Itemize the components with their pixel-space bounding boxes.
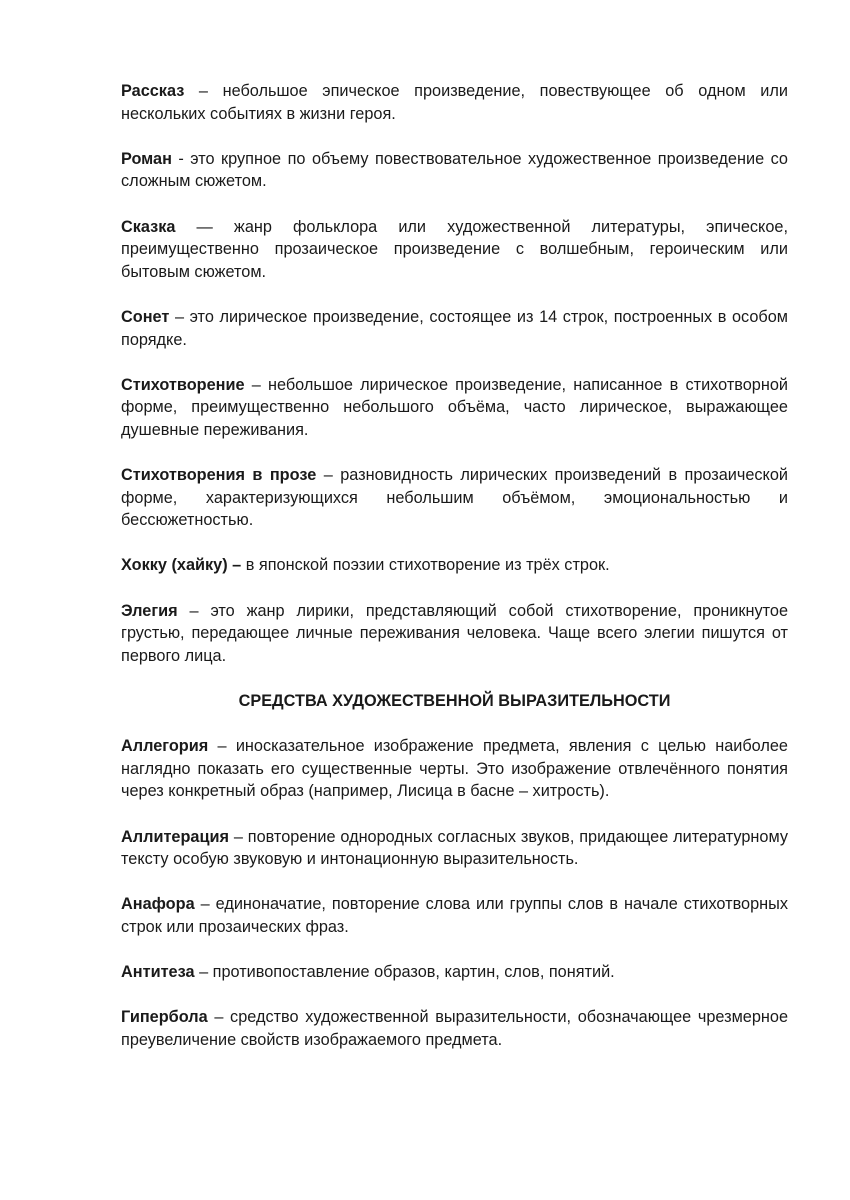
entry-term: Сказка [121,217,176,236]
entry-elegiya [121,600,788,668]
entry-antiteza [121,961,788,984]
entry-anafora [121,893,788,938]
entry-sonet [121,306,788,351]
entry-allegoriya [121,735,788,803]
entry-definition: — жанр фольклора или художественной литературы, эпическое, преимущественно прозаическое произведение с волшебным, героическим или бытовым сюжетом. [121,217,788,281]
entry-definition: – разновидность лирических произведений в прозаической форме, характеризующихся небольшим объёмом, эмоциональностью и бессюжетностью. [121,466,789,530]
section-heading: СРЕДСТВА ХУДОЖЕСТВЕННОЙ ВЫРАЗИТЕЛЬНОСТИ [238,692,671,711]
entry-term: Гипербола [121,1008,208,1027]
entry-khokku [121,554,788,577]
entry-definition: – средство художественной выразительности, обозначающее чрезмерное преувеличение свойств изображаемого предмета. [121,1008,788,1049]
entry-giperbola [121,1006,788,1051]
entry-term: Сонет [121,307,170,326]
entry-term: Роман [121,149,172,168]
entry-definition: – повторение однородных согласных звуков, придающее литературному тексту особую звуковую и интонационную выразительность. [121,827,788,869]
entry-term: Антитеза [121,963,195,982]
entry-stikhotvoreniya-v-proze [121,464,788,532]
entry-definition: – это лирическое произведение, состоящее из 14 строк, построенных в особом порядке. [121,307,788,349]
entry-definition: в японской поэзии стихотворение из трёх строк. [241,556,610,575]
entry-definition: – небольшое эпическое произведение, повествующее об одном или нескольких событиях в жизни героя. [121,82,788,123]
entry-rasskaz [121,80,788,125]
entry-term: Аллегория [121,737,209,756]
entry-term: Анафора [121,895,195,914]
entry-term: Стихотворения в прозе [121,466,317,485]
entry-term: Стихотворение [121,375,245,394]
entry-definition: – это жанр лирики, представляющий собой стихотворение, проникнутое грустью, передающее личные переживания человека. Чаще всего элегии пишутся от первого лица. [121,601,788,665]
entry-roman [121,148,788,193]
entry-term: Рассказ [121,82,185,100]
entry-term: Аллитерация [121,827,229,846]
entry-skazka [121,216,788,284]
entry-definition: – небольшое лирическое произведение, написанное в стихотворной форме, преимущественно небольшого объёма, часто лирическое, выражающее душевные переживания. [121,375,788,439]
entry-definition: - это крупное по объему повествовательное художественное произведение со сложным сюжетом. [121,149,788,191]
entry-definition: – единоначатие, повторение слова или группы слов в начале стихотворных строк или прозаических фраз. [121,895,788,936]
entry-alliteratsiya [121,826,788,871]
entry-stikhotvorenie [121,374,788,442]
entry-term: Хокку (хайку) – [121,556,242,575]
document-page [121,80,788,1074]
entry-definition: – иносказательное изображение предмета, явления с целью наиболее наглядно показать его существенные черты. Это изображение отвлечённого понятия через конкретный образ (например, Лисица в басне – хитрость). [121,737,788,801]
entry-term: Элегия [121,601,178,620]
entry-definition: – противопоставление образов, картин, слов, понятий. [194,963,615,982]
